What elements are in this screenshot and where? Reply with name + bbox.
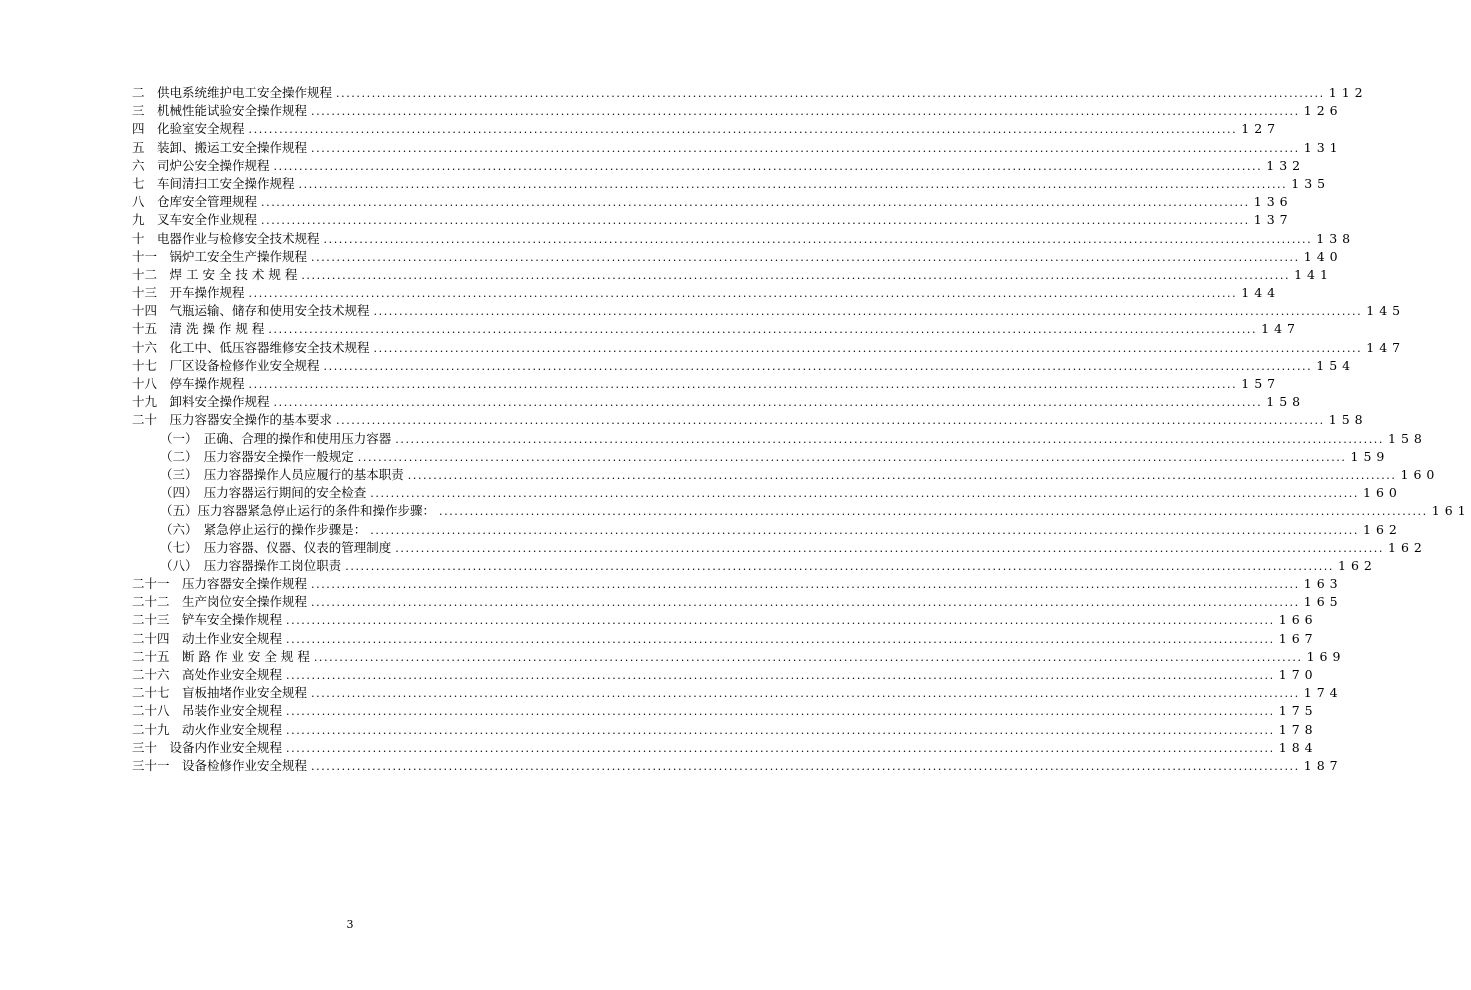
toc-entry-page: 167 [1278, 630, 1318, 646]
toc-entry-page: 162 [1388, 539, 1427, 555]
toc-entry-page: 147 [1261, 321, 1300, 337]
toc-entry-title: 十 电器作业与检修安全技术规程 [132, 230, 320, 246]
toc-entry-title: 四 化验室安全规程 [132, 121, 245, 137]
toc-dot-leader [249, 285, 1238, 303]
toc-entry-title: 二十九 动火作业安全规程 [132, 721, 283, 737]
toc-entry-page: 159 [1350, 448, 1390, 464]
toc-entry-page: 145 [1366, 303, 1406, 319]
toc-entry [132, 593, 1343, 611]
toc-dot-leader [374, 340, 1363, 358]
toc-entry-page: 161 [1431, 503, 1471, 519]
toc-dot-leader [286, 667, 1275, 685]
toc-entry [132, 339, 1406, 357]
toc-entry-page: 127 [1241, 121, 1281, 137]
toc-entry [132, 611, 1318, 629]
toc-entry-title: 十四 气瓶运输、储存和使用安全技术规程 [132, 303, 370, 319]
toc-entry-title: 八 仓库安全管理规程 [132, 194, 258, 210]
toc-entry-page: 174 [1303, 685, 1343, 701]
toc-entry-page: 158 [1388, 430, 1427, 446]
toc-entry-title: （四） 压力容器运行期间的安全检查 [160, 485, 367, 501]
toc-entry-title: 十八 停车操作规程 [132, 376, 245, 391]
toc-entry-title: 二十六 高处作业安全规程 [132, 667, 283, 682]
toc-entry [132, 284, 1281, 302]
toc-dot-leader [370, 522, 1359, 540]
toc-dot-leader [358, 449, 1347, 467]
toc-dot-leader [311, 594, 1300, 612]
toc-entry-page: 162 [1338, 557, 1377, 573]
toc-dot-leader [311, 758, 1300, 776]
toc-entry-page: 140 [1303, 248, 1343, 264]
toc-dot-leader [370, 485, 1359, 503]
toc-dot-leader [311, 685, 1300, 703]
toc-entry [132, 157, 1306, 175]
toc-entry-page: 169 [1306, 648, 1346, 664]
toc-entry-page: 135 [1291, 175, 1331, 191]
toc-entry-page: 144 [1241, 285, 1281, 301]
toc-dot-leader [311, 249, 1300, 267]
toc-entry-title: （六） 紧急停止运行的操作步骤是： [160, 521, 367, 537]
toc-entry [132, 102, 1343, 120]
toc-entry-title: 十三 开车操作规程 [132, 285, 245, 301]
toc-entry-page: 138 [1316, 230, 1356, 246]
toc-entry [132, 666, 1318, 684]
toc-dot-leader [336, 85, 1325, 103]
toc-entry-title: （三） 压力容器操作人员应履行的基本职责 [160, 466, 404, 482]
toc-entry-page: 137 [1253, 212, 1293, 228]
toc-entry [132, 448, 1390, 466]
toc-entry-title: 九 叉车安全作业规程 [132, 212, 258, 228]
toc-entry [132, 266, 1333, 284]
toc-entry-title: 五 装卸、搬运工安全操作规程 [132, 139, 308, 155]
toc-entry-page: 166 [1278, 612, 1318, 628]
toc-entry-title: 三 机械性能试验安全操作规程 [132, 103, 308, 119]
toc-dot-leader [311, 140, 1300, 158]
toc-dot-leader [439, 503, 1428, 521]
toc-dot-leader [395, 540, 1384, 558]
toc-entry [132, 630, 1318, 648]
toc-entry [132, 557, 1377, 575]
toc-dot-leader [286, 722, 1275, 740]
toc-entry-page: 158 [1328, 412, 1368, 428]
toc-entry-page: 162 [1363, 521, 1402, 537]
toc-entry-page: 165 [1303, 594, 1343, 610]
toc-entry [132, 411, 1368, 429]
toc-entry-page: 141 [1294, 266, 1333, 282]
toc-entry [132, 193, 1293, 211]
toc-entry [132, 466, 1440, 484]
toc-dot-leader [345, 558, 1334, 576]
toc-dot-leader [249, 376, 1238, 394]
toc-entry [132, 139, 1343, 157]
toc-entry [132, 739, 1318, 757]
toc-entry-title: 十五 清 洗 操 作 规 程 [132, 321, 265, 337]
toc-dot-leader [261, 194, 1250, 212]
toc-entry [132, 702, 1318, 720]
toc-entry [132, 502, 1471, 520]
toc-entry-title: 十九 卸料安全操作规程 [132, 394, 270, 410]
toc-entry-title: 七 车间清扫工安全操作规程 [132, 175, 295, 191]
toc-entry [132, 84, 1368, 102]
toc-entry-title: 二十八 吊装作业安全规程 [132, 703, 283, 719]
toc-entry-title: 二十一 压力容器安全操作规程 [132, 576, 308, 592]
toc-entry [132, 248, 1343, 266]
toc-entry-title: 二十七 盲板抽堵作业安全规程 [132, 685, 308, 701]
toc-dot-leader [395, 431, 1384, 449]
toc-entry-page: 160 [1400, 466, 1440, 482]
toc-dot-leader [286, 740, 1275, 758]
toc-entry-page: 158 [1266, 394, 1306, 410]
toc-entry [132, 302, 1406, 320]
toc-entry-page: 126 [1303, 103, 1343, 119]
toc-entry [132, 648, 1346, 666]
toc-dot-leader [299, 176, 1288, 194]
toc-entry-page: 112 [1328, 85, 1368, 100]
toc-entry [132, 175, 1331, 193]
toc-entry [132, 230, 1356, 248]
toc-entry [132, 521, 1402, 539]
toc-dot-leader [274, 394, 1263, 412]
toc-entry-title: （一） 正确、合理的操作和使用压力容器 [160, 430, 392, 446]
toc-dot-leader [268, 321, 1257, 339]
toc-entry-title: 二十四 动土作业安全规程 [132, 630, 283, 646]
toc-entry-page: 157 [1241, 376, 1281, 391]
page-number: 3 [346, 918, 354, 931]
toc-entry-title: 十二 焊 工 安 全 技 术 规 程 [132, 266, 298, 282]
toc-entry-page: 170 [1278, 667, 1318, 682]
toc-dot-leader [311, 576, 1300, 594]
toc-entry-title: （五）压力容器紧急停止运行的条件和操作步骤： [160, 503, 436, 519]
toc-entry [132, 357, 1356, 375]
toc-dot-leader [286, 703, 1275, 721]
toc-entry-title: 三十一 设备检修作业安全规程 [132, 757, 308, 773]
toc-entry [132, 484, 1402, 502]
toc-entry [132, 539, 1427, 557]
toc-entry [132, 430, 1427, 448]
toc-entry-page: 154 [1316, 357, 1356, 373]
toc-entry-page: 136 [1253, 194, 1293, 210]
toc-dot-leader [324, 358, 1313, 376]
toc-entry-title: 十一 锅炉工安全生产操作规程 [132, 248, 308, 264]
toc-entry-page: 178 [1278, 721, 1318, 737]
toc-dot-leader [286, 612, 1275, 630]
toc-dot-leader [408, 467, 1397, 485]
toc-entry [132, 211, 1293, 229]
toc-dot-leader [301, 267, 1290, 285]
toc-dot-leader [314, 649, 1303, 667]
toc-dot-leader [336, 412, 1325, 430]
toc-entry-title: （八） 压力容器操作工岗位职责 [160, 557, 342, 573]
toc-entry-title: 六 司炉公安全操作规程 [132, 157, 270, 173]
toc-entry-page: 184 [1278, 739, 1318, 755]
toc-entry-title: 二十三 铲车安全操作规程 [132, 612, 283, 628]
toc-entry-title: 二十二 生产岗位安全操作规程 [132, 594, 308, 610]
toc-entry [132, 120, 1281, 138]
toc-entry-title: 二十五 断 路 作 业 安 全 规 程 [132, 648, 310, 664]
toc-entry-page: 175 [1278, 703, 1318, 719]
toc-entry-page: 160 [1363, 485, 1402, 501]
toc-entry-title: 十七 厂区设备检修作业安全规程 [132, 357, 320, 373]
toc-entry-page: 187 [1303, 757, 1343, 773]
toc-dot-leader [261, 212, 1250, 230]
table-of-contents [132, 84, 1471, 775]
toc-entry [132, 757, 1343, 775]
toc-entry-title: 二 供电系统维护电工安全操作规程 [132, 85, 333, 100]
toc-dot-leader [374, 303, 1363, 321]
toc-dot-leader [249, 121, 1238, 139]
toc-entry-title: 十六 化工中、低压容器维修安全技术规程 [132, 339, 370, 355]
toc-entry [132, 375, 1281, 393]
toc-entry-title: 二十 压力容器安全操作的基本要求 [132, 412, 333, 428]
toc-entry-title: 三十 设备内作业安全规程 [132, 739, 283, 755]
toc-dot-leader [311, 103, 1300, 121]
toc-entry-title: （七） 压力容器、仪器、仪表的管理制度 [160, 539, 392, 555]
toc-dot-leader [286, 631, 1275, 649]
toc-entry [132, 721, 1318, 739]
toc-entry-page: 131 [1303, 139, 1343, 155]
toc-dot-leader [324, 231, 1313, 249]
toc-entry [132, 684, 1343, 702]
toc-entry [132, 393, 1306, 411]
toc-entry [132, 575, 1343, 593]
toc-entry-title: （二） 压力容器安全操作一般规定 [160, 448, 354, 464]
toc-dot-leader [274, 158, 1263, 176]
toc-entry [132, 320, 1300, 338]
toc-entry-page: 147 [1366, 339, 1406, 355]
toc-entry-page: 132 [1266, 157, 1306, 173]
toc-entry-page: 163 [1303, 576, 1343, 592]
